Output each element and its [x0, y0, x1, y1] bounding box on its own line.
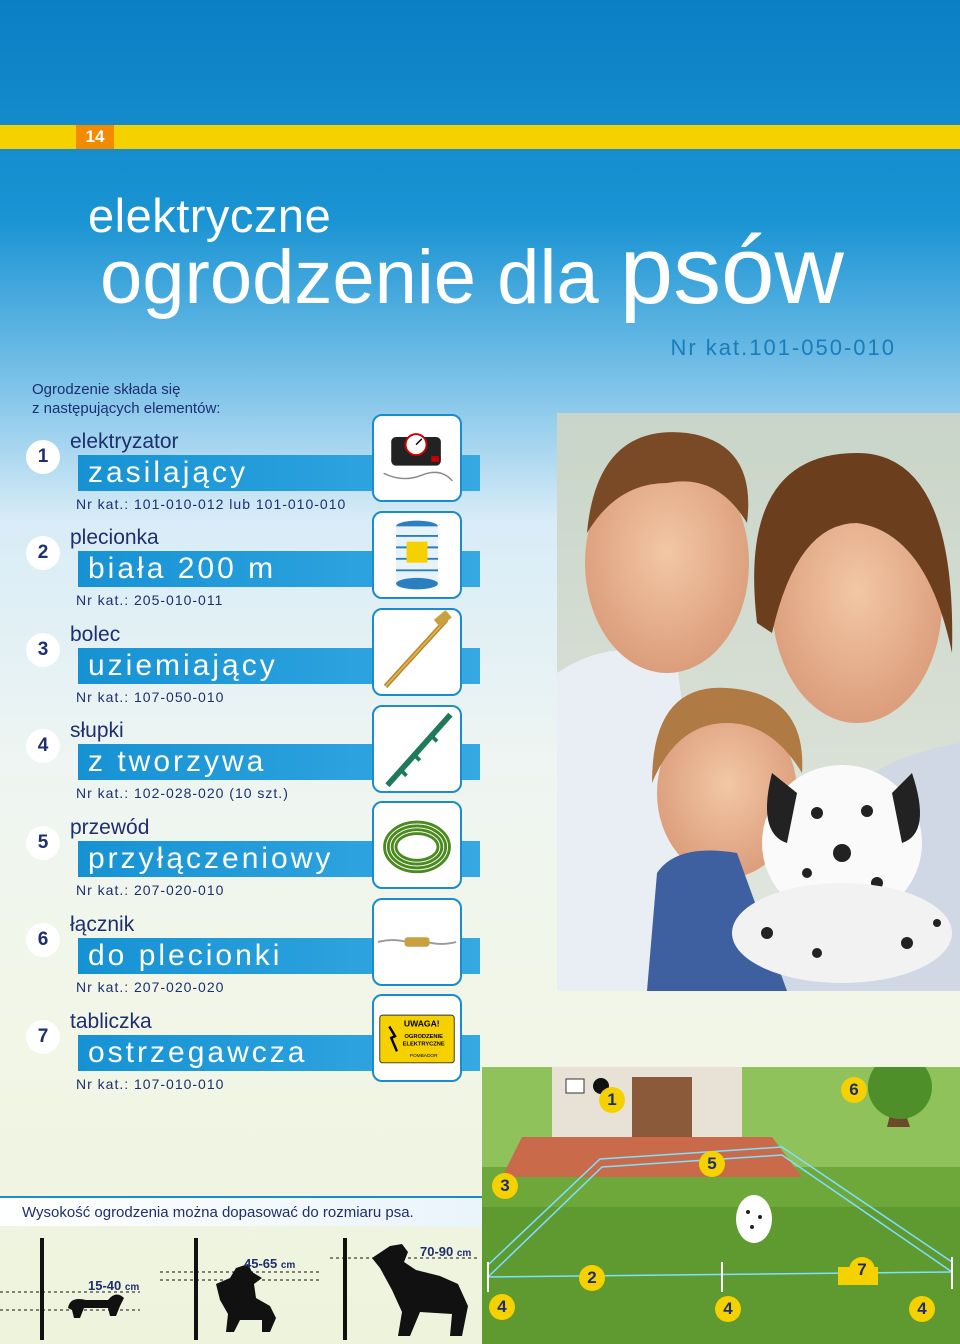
item-catalog-number: Nr kat.: 107-010-010	[76, 1076, 225, 1092]
item-number: 5	[26, 826, 60, 860]
energizer-icon	[372, 414, 462, 502]
item-name: łącznik	[70, 913, 135, 936]
intro-line-1: Ogrodzenie składa się	[32, 381, 181, 398]
item-number: 6	[26, 923, 60, 957]
height-value-medium: 45-65	[244, 1256, 278, 1271]
size-note-bar	[0, 1196, 482, 1226]
title-part-b: psów	[619, 217, 844, 324]
title-part-a: ogrodzenie dla	[100, 235, 620, 320]
ground-rod-icon	[372, 608, 462, 696]
intro-text	[32, 380, 220, 418]
diagram-label-4-middle: 4	[715, 1296, 741, 1322]
page-number: 14	[76, 125, 114, 149]
diagram-label-2: 2	[579, 1265, 605, 1291]
item-name: bolec	[70, 623, 121, 646]
fence-installation-diagram	[482, 1067, 960, 1344]
item-subname: uziemiający	[88, 649, 278, 682]
diagram-label-3: 3	[492, 1173, 518, 1199]
item-name: przewód	[70, 816, 150, 839]
sign-line-4: POMBADOR	[409, 1054, 438, 1060]
height-label-small	[88, 1278, 139, 1293]
dog-size-silhouettes	[0, 1228, 482, 1344]
diagram-label-4-left: 4	[489, 1294, 515, 1320]
diagram-label-6: 6	[841, 1077, 867, 1103]
item-name: elektryzator	[70, 430, 179, 453]
intro-line-2: z następujących elementów:	[32, 400, 221, 417]
diagram-label-7: 7	[849, 1257, 875, 1283]
family-with-dalmatian-photo	[557, 413, 960, 991]
title-line-1: elektryczne	[88, 189, 332, 242]
item-subname: biała 200 m	[88, 552, 277, 585]
diagram-label-5: 5	[699, 1151, 725, 1177]
height-unit-small: cm	[124, 1282, 140, 1293]
sign-line-3: ELEKTRYCZNE	[402, 1041, 445, 1048]
item-catalog-number: Nr kat.: 107-050-010	[76, 689, 225, 705]
title-line-2	[100, 217, 844, 324]
item-name: plecionka	[70, 526, 159, 549]
diagram-label-4-right: 4	[909, 1296, 935, 1322]
item-subname: z tworzywa	[88, 745, 267, 778]
sign-warning-text: UWAGA!	[403, 1018, 440, 1029]
item-number: 7	[26, 1020, 60, 1054]
top-yellow-banner	[0, 125, 960, 149]
height-unit-medium: cm	[280, 1260, 296, 1271]
item-subname: do plecionki	[88, 939, 283, 972]
item-number: 2	[26, 536, 60, 570]
item-catalog-number: Nr kat.: 207-020-020	[76, 979, 225, 995]
item-number: 3	[26, 633, 60, 667]
item-catalog-number: Nr kat.: 207-020-010	[76, 882, 225, 898]
main-catalog-number: Nr kat.101-050-010	[670, 335, 896, 360]
polywire-reel-icon	[372, 511, 462, 599]
diagram-label-1: 1	[599, 1087, 625, 1113]
warning-sign-icon	[372, 994, 462, 1082]
size-note-text: Wysokość ogrodzenia można dopasować do rozmiaru psa.	[22, 1204, 414, 1221]
item-number: 4	[26, 729, 60, 763]
item-subname: zasilający	[88, 456, 249, 489]
item-subname: ostrzegawcza	[88, 1036, 308, 1069]
item-number: 1	[26, 440, 60, 474]
item-name: słupki	[70, 719, 124, 742]
height-value-large: 70-90	[420, 1244, 454, 1259]
plastic-post-icon	[372, 705, 462, 793]
sign-line-2: OGRODZENIE	[404, 1034, 443, 1040]
item-name: tabliczka	[70, 1010, 152, 1033]
item-catalog-number: Nr kat.: 101-010-012 lub 101-010-010	[76, 496, 347, 512]
height-label-medium	[244, 1256, 295, 1271]
height-value-small: 15-40	[88, 1278, 122, 1293]
height-unit-large: cm	[456, 1248, 472, 1259]
height-label-large	[420, 1244, 471, 1259]
wire-connector-icon	[372, 898, 462, 986]
item-catalog-number: Nr kat.: 205-010-011	[76, 592, 224, 608]
item-catalog-number: Nr kat.: 102-028-020 (10 szt.)	[76, 785, 289, 801]
cable-coil-icon	[372, 801, 462, 889]
item-subname: przyłączeniowy	[88, 842, 334, 875]
